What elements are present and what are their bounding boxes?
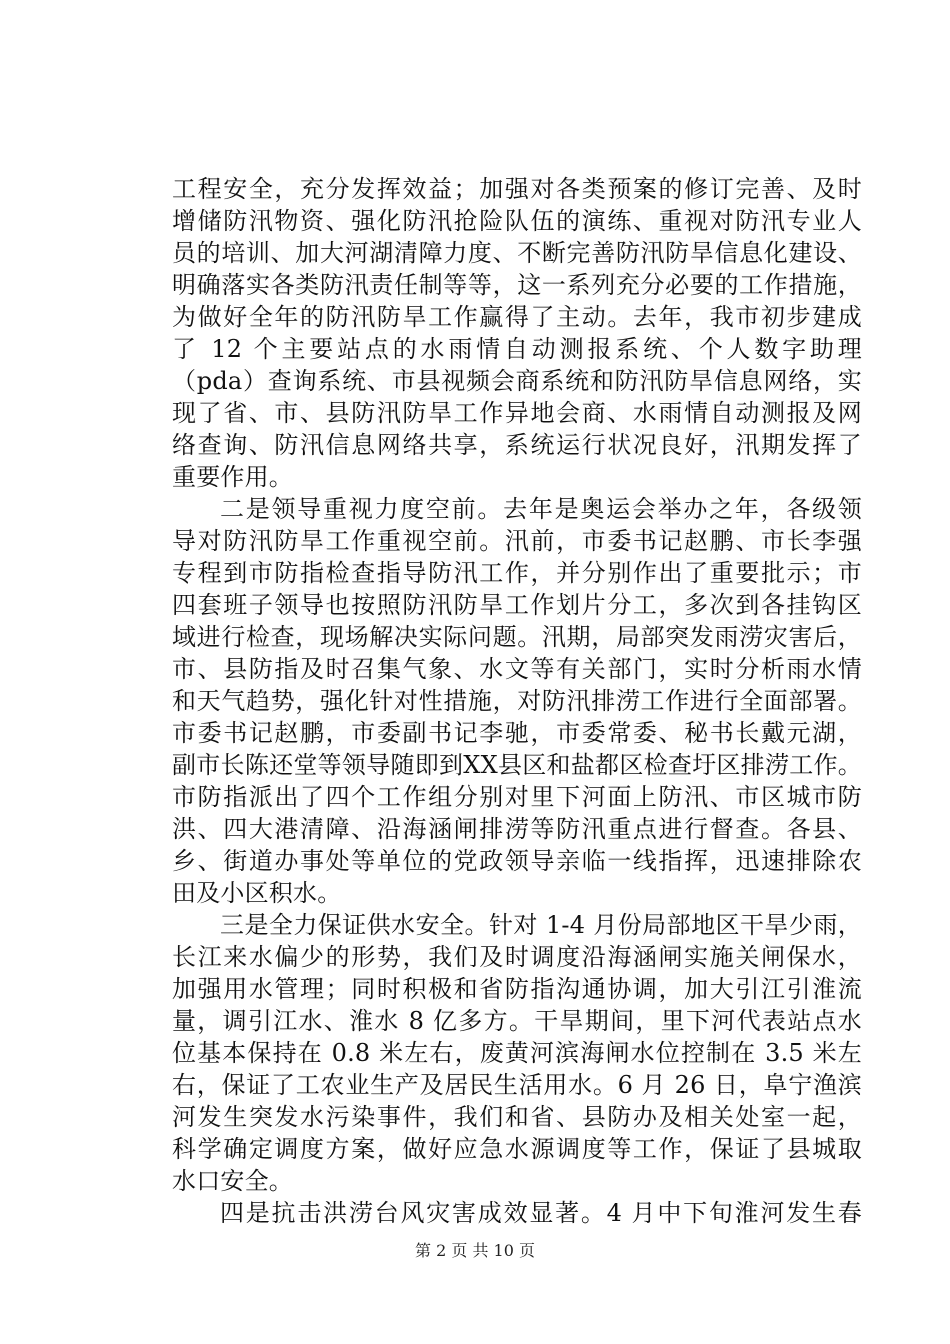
text-line: 重要作用。 bbox=[172, 463, 293, 491]
text-line: 域进行检查，现场解决实际问题。汛期，局部突发雨涝灾害后， bbox=[172, 623, 862, 651]
text-line: 明确落实各类防汛责任制等等，这一系列充分必要的工作措施， bbox=[172, 271, 862, 299]
text-line: 长江来水偏少的形势，我们及时调度沿海涵闸实施关闸保水， bbox=[172, 943, 862, 971]
paragraph-start-line: 二是领导重视力度空前。去年是奥运会举办之年，各级领 bbox=[220, 495, 862, 523]
text-line: 络查询、防汛信息网络共享，系统运行状况良好，汛期发挥了 bbox=[172, 431, 862, 459]
paragraph-start-line: 四是抗击洪涝台风灾害成效显著。4 月中下旬淮河发生春 bbox=[220, 1199, 862, 1227]
text-line: 右，保证了工农业生产及居民生活用水。6 月 26 日，阜宁渔滨 bbox=[172, 1071, 862, 1099]
text-line: 科学确定调度方案，做好应急水源调度等工作，保证了县城取 bbox=[172, 1135, 862, 1163]
paragraph-start-line: 三是全力保证供水安全。针对 1-4 月份局部地区干旱少雨， bbox=[220, 911, 862, 939]
text-line: 专程到市防指检查指导防汛工作，并分别作出了重要批示；市 bbox=[172, 559, 862, 587]
text-line: 水口安全。 bbox=[172, 1167, 293, 1195]
text-line: 量，调引江水、淮水 8 亿多方。干旱期间，里下河代表站点水 bbox=[172, 1007, 862, 1035]
text-line: 洪、四大港清障、沿海涵闸排涝等防汛重点进行督查。各县、 bbox=[172, 815, 862, 843]
text-line: 现了省、市、县防汛防旱工作异地会商、水雨情自动测报及网 bbox=[172, 399, 862, 427]
text-line: 乡、街道办事处等单位的党政领导亲临一线指挥，迅速排除农 bbox=[172, 847, 862, 875]
text-line: 加强用水管理；同时积极和省防指沟通协调，加大引江引淮流 bbox=[172, 975, 862, 1003]
text-line: 位基本保持在 0.8 米左右，废黄河滨海闸水位控制在 3.5 米左 bbox=[172, 1039, 862, 1067]
text-line: 导对防汛防旱工作重视空前。汛前，市委书记赵鹏、市长李强 bbox=[172, 527, 862, 555]
page-number: 第 2 页 共 10 页 bbox=[415, 1241, 535, 1260]
text-line: 为做好全年的防汛防旱工作赢得了主动。去年，我市初步建成 bbox=[172, 303, 862, 331]
text-line: 增储防汛物资、强化防汛抢险队伍的演练、重视对防汛专业人 bbox=[172, 207, 862, 235]
text-line: 市防指派出了四个工作组分别对里下河面上防汛、市区城市防 bbox=[172, 783, 862, 811]
text-line: 了 12 个主要站点的水雨情自动测报系统、个人数字助理 bbox=[172, 335, 862, 363]
text-line: 工程安全，充分发挥效益；加强对各类预案的修订完善、及时 bbox=[172, 175, 862, 203]
text-line: 市、县防指及时召集气象、水文等有关部门，实时分析雨水情 bbox=[172, 655, 862, 683]
text-line: （pda）查询系统、市县视频会商系统和防汛防旱信息网络，实 bbox=[172, 367, 862, 395]
text-line: 员的培训、加大河湖清障力度、不断完善防汛防旱信息化建设、 bbox=[172, 239, 862, 267]
body-text bbox=[172, 173, 862, 1229]
text-line: 田及小区积水。 bbox=[172, 879, 342, 907]
text-line: 市委书记赵鹏，市委副书记李驰，市委常委、秘书长戴元湖， bbox=[172, 719, 862, 747]
text-line: 副市长陈还堂等领导随即到XX县区和盐都区检查圩区排涝工作。 bbox=[172, 751, 862, 779]
text-line: 河发生突发水污染事件，我们和省、县防办及相关处室一起， bbox=[172, 1103, 862, 1131]
text-line: 和天气趋势，强化针对性措施，对防汛排涝工作进行全面部署。 bbox=[172, 687, 862, 715]
text-line: 四套班子领导也按照防汛防旱工作划片分工，多次到各挂钩区 bbox=[172, 591, 862, 619]
page-footer bbox=[0, 1240, 950, 1262]
